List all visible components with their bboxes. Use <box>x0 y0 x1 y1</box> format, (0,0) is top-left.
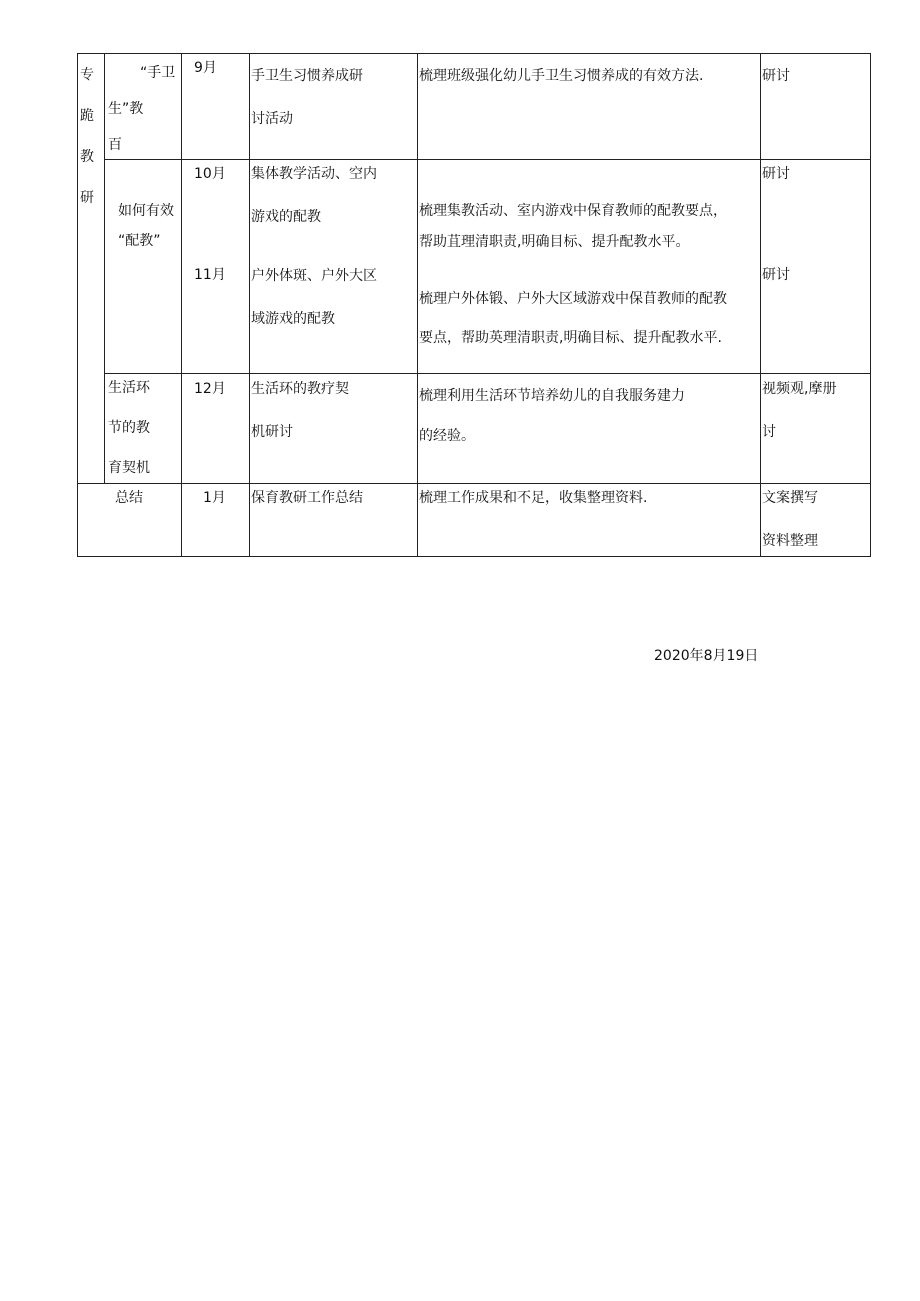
row2-activities: 集体教学活动、空内 游戏的配教 户外体斑、户外大区 域游戏的配教 <box>251 166 377 327</box>
row3-activity: 生活环的教疗契 机研讨 <box>251 381 349 440</box>
table-border-right <box>870 53 871 557</box>
summary-activity: 保育教研工作总结 <box>251 490 363 506</box>
summary-label: 总结 <box>115 490 143 506</box>
row3-form: 视频观,摩册 讨 <box>762 381 837 440</box>
row3-purpose: 梳理利用生活环节培养幼儿的自我服务建力 的经验。 <box>419 388 685 444</box>
table-border-left <box>77 53 78 557</box>
row2-month-a: 10月 <box>194 166 226 182</box>
row1-activity: 手卫生习惯养成研 讨活动 <box>251 68 363 127</box>
row1-purpose: 梳理班级强化幼儿手卫生习惯养成的有效方法. <box>419 68 704 84</box>
summary-month: 1月 <box>203 490 226 506</box>
col-divider <box>181 53 182 557</box>
col-divider <box>760 53 761 557</box>
summary-purpose: 梳理工作成果和不足，收集整理资料. <box>419 490 648 506</box>
row2-form-b: 研讨 <box>762 267 790 283</box>
row1-topic: “手卫 生”教 百 <box>108 65 176 153</box>
summary-forms: 文案撰写 资料整理 <box>762 490 818 549</box>
row1-form: 研讨 <box>762 68 790 84</box>
table-border-bottom <box>77 556 871 557</box>
section-label: 专 跪 教 研 <box>80 67 94 206</box>
document-date: 2020年8月19日 <box>654 648 759 664</box>
col-divider <box>104 53 105 484</box>
row1-month: 9月 <box>194 60 217 76</box>
row2-form-a: 研讨 <box>762 166 790 182</box>
row3-topic: 生活环 节的教 育契机 <box>108 380 150 476</box>
row3-month: 12月 <box>194 381 226 397</box>
col-divider <box>249 53 250 557</box>
row2-purposes: 梳理集教活动、室内游戏中保育教师的配教要点， 帮助苴理清职责,明确目标、提升配教水平。 梳理户外体锻、户外大区域游戏中保苜教师的配教 要点，帮助英理清职责,明确目标、提升配教水平. <box>419 203 727 346</box>
row2-month-b: 11月 <box>194 267 226 283</box>
col-divider <box>417 53 418 557</box>
row2-topic: 如何有效 “配教” <box>118 203 174 249</box>
